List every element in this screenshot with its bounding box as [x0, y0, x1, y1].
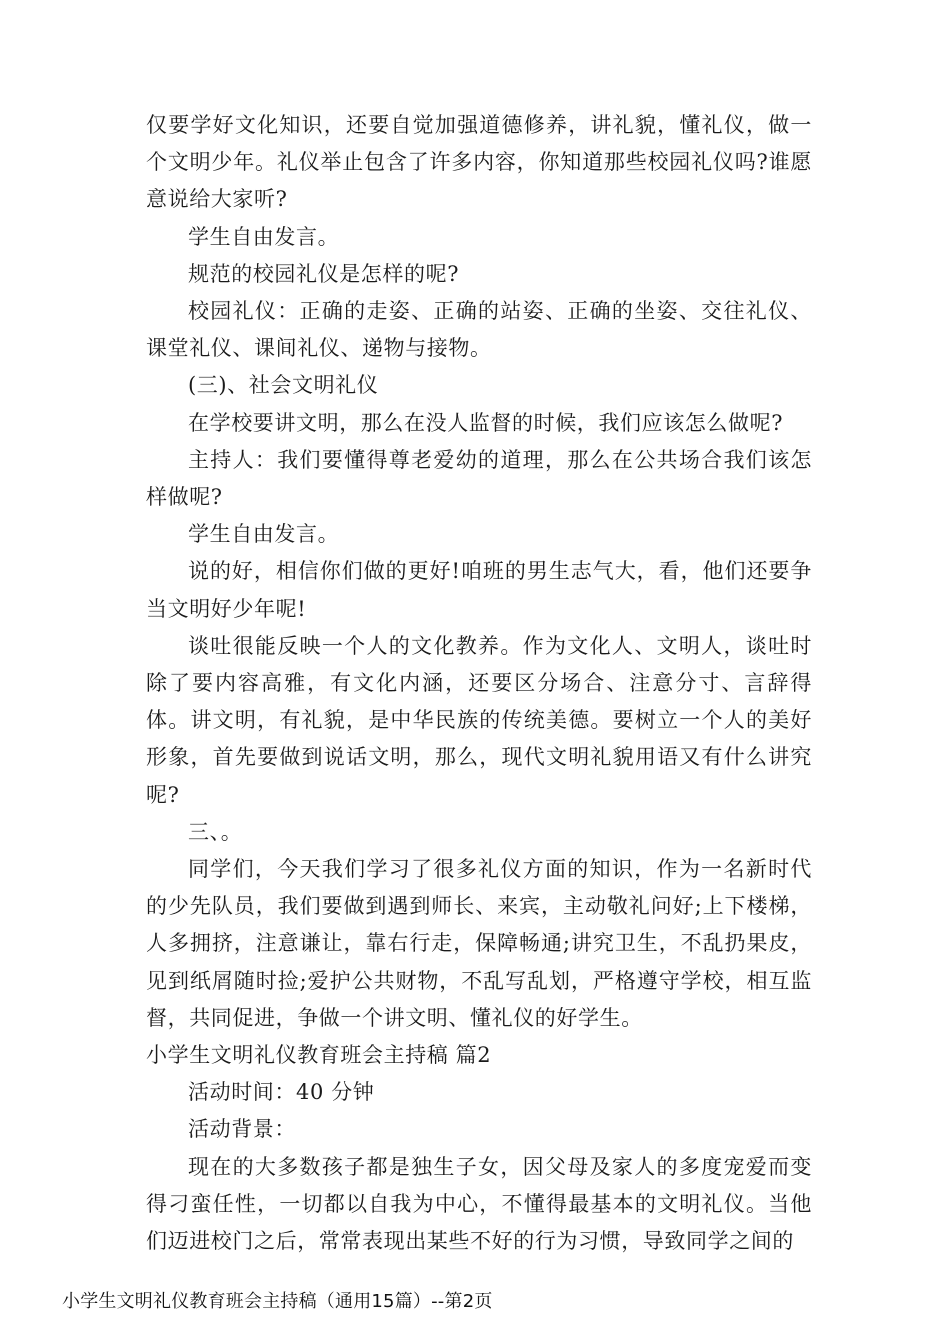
article-title-part-2: 小学生文明礼仪教育班会主持稿 篇2 — [146, 1043, 492, 1068]
activity-time: 活动时间：40 分钟 — [188, 1080, 375, 1105]
paragraph-10: 谈吐很能反映一个人的文化教养。作为文化人、文明人，谈吐时除了要内容高雅，有文化内涵，还要区分场合、注意分寸、言辞得体。讲文明，有礼貌，是中华民族的传统美德。要树立一个人的美好形象，首先要做到说话文明，那么，现代文明礼貌用语又有什么讲究呢? — [146, 633, 812, 807]
paragraph-3: 规范的校园礼仪是怎样的呢? — [188, 261, 460, 286]
paragraph-7: 主持人：我们要懂得尊老爱幼的道理，那么在公共场合我们该怎样做呢? — [146, 447, 812, 510]
paragraph-16: 现在的大多数孩子都是独生子女，因父母及家人的多度宠爱而变得刁蛮任性，一切都以自我为中心，不懂得最基本的文明礼仪。当他们迈进校门之后，常常表现出某些不好的行为习惯，导致同学之间的 — [146, 1154, 812, 1254]
section-heading-social-etiquette: (三)、社会文明礼仪 — [188, 373, 379, 398]
section-heading-three: 三、。 — [188, 819, 243, 844]
document-body — [146, 107, 812, 1260]
paragraph-6: 在学校要讲文明，那么在没人监督的时候，我们应该怎么做呢? — [188, 410, 784, 435]
paragraph-4: 校园礼仪：正确的走姿、正确的站姿、正确的坐姿、交往礼仪、课堂礼仪、课间礼仪、递物与接物。 — [146, 299, 812, 361]
activity-background-heading: 活动背景： — [188, 1117, 296, 1142]
paragraph-12: 同学们，今天我们学习了很多礼仪方面的知识，作为一名新时代的少先队员，我们要做到遇到师长、来宾，主动敬礼问好;上下楼梯，人多拥挤，注意谦让，靠右行走，保障畅通;讲究卫生，不乱扔果皮，见到纸屑随时捡;爱护公共财物，不乱写乱划，严格遵守学校，相互监督，共同促进，争做一个讲文明、懂礼仪的好学生。 — [146, 857, 812, 1030]
paragraph-8: 学生自由发言。 — [188, 522, 340, 547]
paragraph-9: 说的好，相信你们做的更好!咱班的男生志气大，看，他们还要争当文明好少年呢! — [146, 559, 812, 621]
page-footer: 小学生文明礼仪教育班会主持稿（通用15篇）--第2页 — [62, 1291, 493, 1312]
paragraph-1: 仅要学好文化知识，还要自觉加强道德修养，讲礼貌，懂礼仪，做一个文明少年。礼仪举止包含了许多内容，你知道那些校园礼仪吗?谁愿意说给大家听? — [146, 113, 812, 212]
paragraph-2: 学生自由发言。 — [188, 224, 340, 249]
